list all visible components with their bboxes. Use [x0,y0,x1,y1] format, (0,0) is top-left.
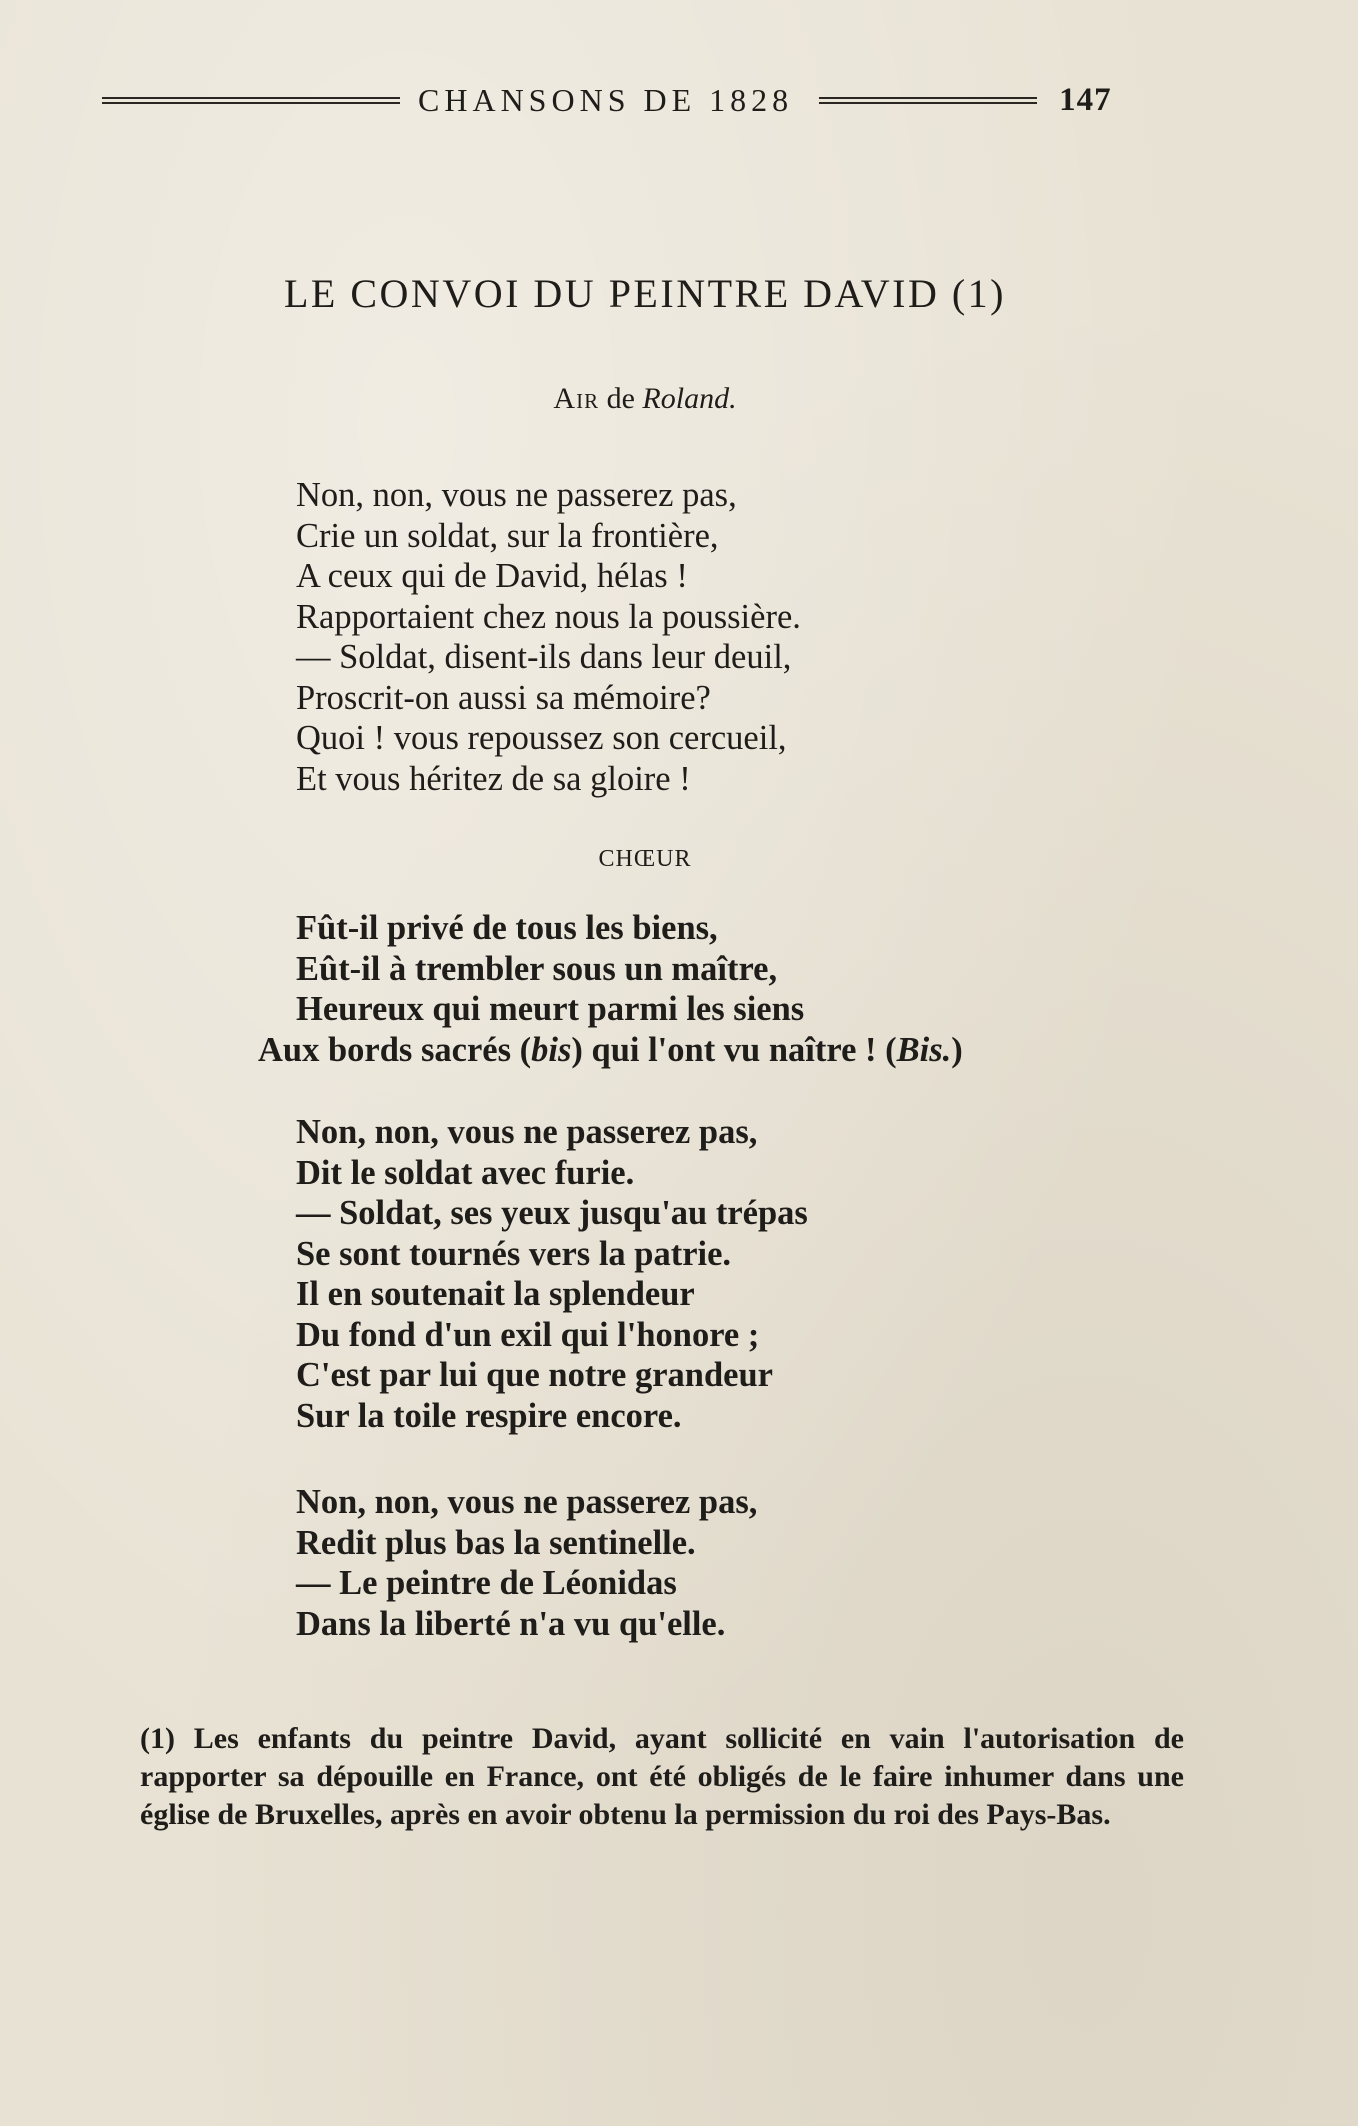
chorus [258,908,963,1070]
chorus-line: Eût-il à trembler sous un maître, [296,949,778,988]
verse-line: C'est par lui que notre grandeur [296,1356,773,1394]
verse-line: Redit plus bas la sentinelle. [296,1523,696,1562]
running-header [102,78,1176,122]
verse-line: Dans la liberté n'a vu qu'elle. [296,1604,726,1643]
air-tune-name: Roland. [642,382,737,415]
chorus-last-part-2: ) qui l'ont vu naître ! ( [571,1030,897,1069]
header-rule-left [102,97,400,104]
header-rule-right [819,97,1037,104]
stanza-1 [296,475,801,799]
verse-line: Non, non, vous ne passerez pas, [296,476,737,514]
verse-line: Non, non, vous ne passerez pas, [296,1483,758,1521]
stanza-2 [296,1112,808,1436]
verse-line: Et vous héritez de sa gloire ! [296,759,691,798]
chorus-last-part-1: Aux bords sacrés ( [258,1030,532,1069]
verse-line: — Soldat, ses yeux jusqu'au trépas [296,1194,808,1232]
chorus-last-line [258,1030,963,1071]
verse-line: Il en soutenait la splendeur [296,1275,695,1313]
verse-line: — Soldat, disent-ils dans leur deuil, [296,638,792,676]
verse-line: Non, non, vous ne passerez pas, [296,1113,758,1151]
song-title: LE CONVOI DU PEINTRE DAVID (1) [284,271,1006,316]
verse-line: Dit le soldat avec furie. [296,1153,635,1192]
verse-line: Quoi ! vous repoussez son cercueil, [296,719,787,757]
chorus-line: Fût-il privé de tous les biens, [296,909,718,947]
verse-line: Sur la toile respire encore. [296,1396,682,1435]
chorus-heading: CHŒUR [598,846,692,872]
bis-repeat-marker: Bis. [896,1030,952,1069]
chorus-line: Heureux qui meurt parmi les siens [296,990,805,1028]
footnote-text: (1) Les enfants du peintre David, ayant sollicité en vain l'autorisation de rapporter sa dépouille en France, ont été obligés de le faire inhumer dans une église de Bruxelles, après en avoir obtenu la permission du roi des Pays-Bas. [140,1722,1184,1831]
verse-line: — Le peintre de Léonidas [296,1564,677,1602]
verse-line: A ceux qui de David, hélas ! [296,557,688,595]
air-connector: de [606,382,635,415]
verse-line: Se sont tournés vers la patrie. [296,1234,732,1273]
verse-line: Rapportaient chez nous la poussière. [296,597,801,636]
chorus-last-part-3: ) [951,1030,963,1069]
footnote [104,1720,1184,1834]
bis-marker: bis [531,1030,572,1069]
running-title: CHANSONS DE 1828 [418,81,794,118]
verse-line: Crie un soldat, sur la frontière, [296,516,719,555]
tune-indication [0,382,1290,416]
air-label: Air [553,382,600,415]
stanza-3 [296,1482,757,1644]
verse-line: Proscrit-on aussi sa mémoire? [296,678,711,717]
page-number: 147 [1059,81,1112,118]
verse-line: Du fond d'un exil qui l'honore ; [296,1315,760,1354]
